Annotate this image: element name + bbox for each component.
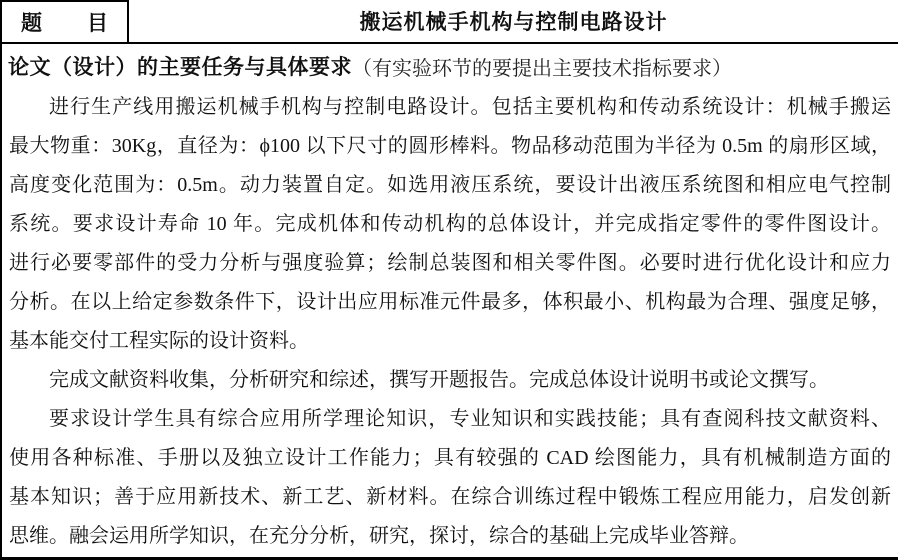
section-heading: 论文（设计）的主要任务与具体要求 xyxy=(8,55,352,79)
section-heading-note: （有实验环节的要提出主要技术指标要求） xyxy=(352,57,732,80)
title-label-cell xyxy=(2,0,129,42)
body-line: 高度变化范围为：0.5m。动力装置自定。如选用液压系统，要设计出液压系统图和相应电气控制 xyxy=(9,174,891,196)
title-label-char-1: 题 xyxy=(21,11,42,35)
body-line: 最大物重：30Kg，直径为：ϕ100 以下尺寸的圆形棒料。物品移动范围为半径为 0.5m 的扇形区域， xyxy=(9,135,891,157)
body-line: 使用各种标准、手册以及独立设计工作能力；具有较强的 CAD 绘图能力，具有机械制造方面的 xyxy=(9,447,891,469)
body-line: 基本知识；善于应用新技术、新工艺、新材料。在综合训练过程中锻炼工程应用能力，启发创新 xyxy=(9,486,891,508)
body-line: 分析。在以上给定参数条件下，设计出应用标准元件最多，体积最小、机构最为合理、强度足够， xyxy=(9,291,891,313)
thesis-title: 搬运机械手机构与控制电路设计 xyxy=(359,10,668,34)
body-line: 基本能交付工程实际的设计资料。 xyxy=(9,330,309,352)
title-row xyxy=(2,0,898,44)
title-label-char-2: 目 xyxy=(87,11,108,35)
body-line: 进行必要零部件的受力分析与强度验算；绘制总装图和相关零件图。必要时进行优化设计和应力 xyxy=(9,252,891,274)
section-header xyxy=(2,44,898,88)
body-line: 进行生产线用搬运机械手机构与控制电路设计。包括主要机构和传动系统设计：机械手搬运 xyxy=(49,96,891,118)
body-line: 要求设计学生具有综合应用所学理论知识，专业知识和实践技能；具有查阅科技文献资料、 xyxy=(49,408,891,430)
body-line: 思维。融会运用所学知识，在充分分析，研究，探讨，综合的基础上完成毕业答辩。 xyxy=(9,525,749,547)
body-line: 系统。要求设计寿命 10 年。完成机体和传动机构的总体设计，并完成指定零件的零件图设计。 xyxy=(9,213,891,235)
body-line: 完成文献资料收集，分析研究和综述，撰写开题报告。完成总体设计说明书或论文撰写。 xyxy=(49,369,829,391)
requirements-body xyxy=(2,88,898,556)
